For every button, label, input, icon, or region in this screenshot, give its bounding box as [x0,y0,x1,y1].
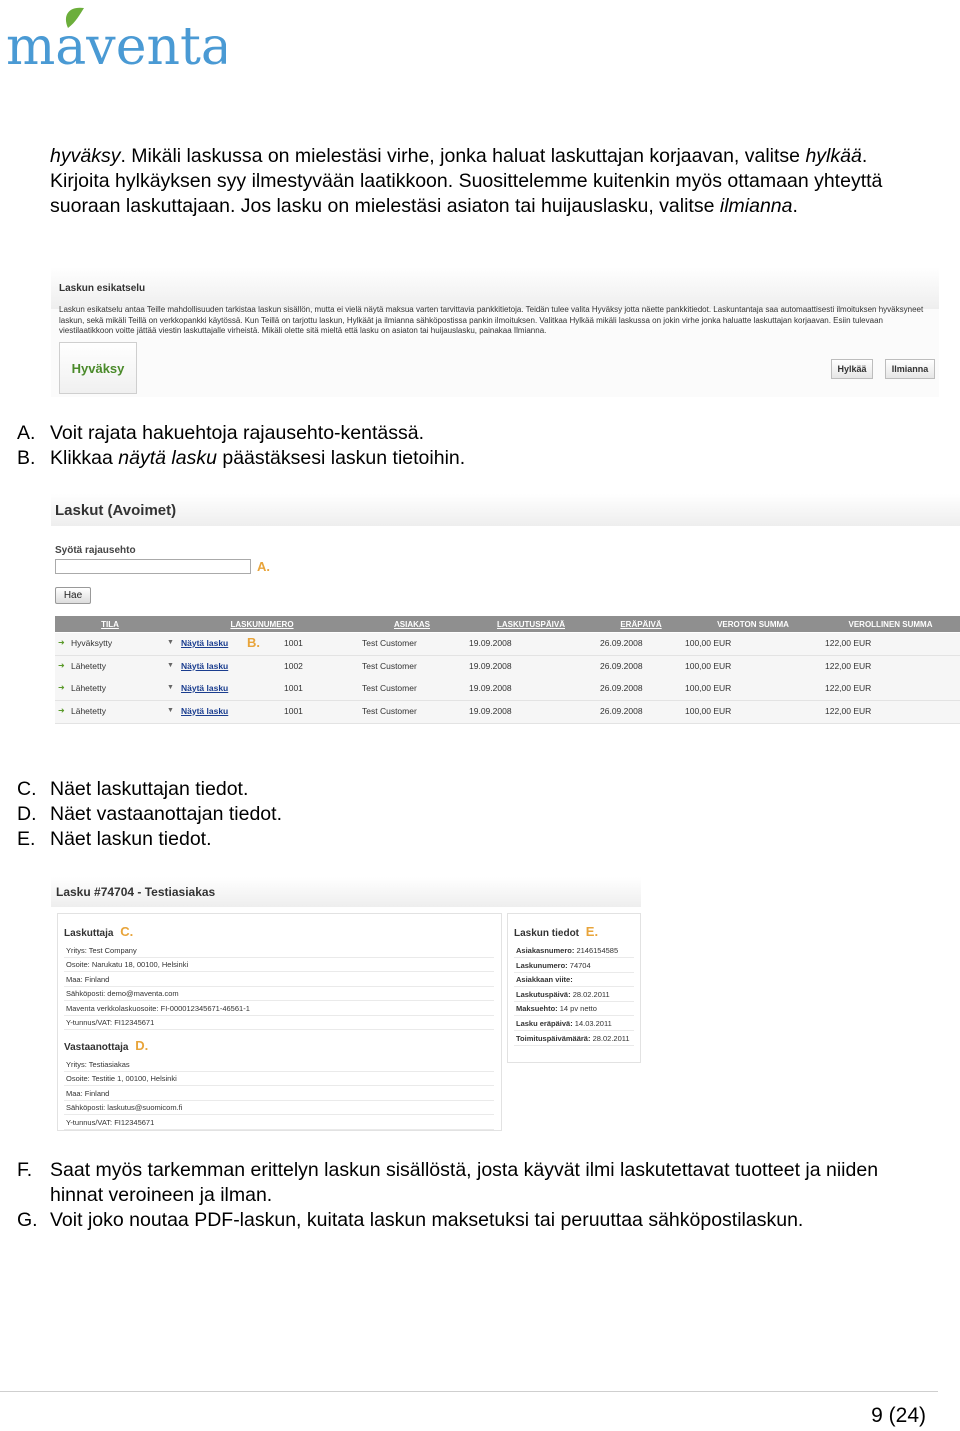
status-arrow-icon: ➜ [58,683,65,692]
detail-line: Sähköposti: demo@maventa.com [66,989,179,999]
line-divider [514,1015,634,1016]
marker-c: C. [120,924,134,939]
list-item-label: A. [17,422,36,444]
table-row [55,678,960,701]
invoice-list-title: Laskut (Avoimet) [55,502,177,519]
due-date-cell: 26.09.2008 [600,660,643,671]
paragraph-text: . [792,195,798,217]
list-item [17,421,465,446]
gross-sum-cell: 122,00 EUR [825,705,872,716]
marker-d: D. [135,1038,149,1053]
invoice-info-key: Asiakasnumero: [516,946,575,955]
list-item [17,1208,922,1233]
list-item [17,827,282,852]
line-divider [64,971,494,972]
status-cell: Lähetetty [71,683,106,693]
column-header[interactable]: TILA [101,619,119,629]
list-item-label: D. [17,803,37,825]
paragraph-text: . Kirjoita hylkäyksen syy ilmestyvään laatikkoon. Suosittelemme kuitenkin myös ottamaan yhteyttä suoraan laskuttajaan. Jos lasku on mielestäsi asiaton tai huijauslasku, valitse [50,145,883,217]
emphasized-term: hylkää [805,145,862,167]
report-button[interactable]: Ilmianna [885,359,935,379]
line-divider [514,1045,634,1046]
net-sum-cell: 100,00 EUR [685,705,732,716]
column-header[interactable]: ERÄPÄIVÄ [620,619,662,629]
line-divider [64,1114,494,1115]
list-item-label: G. [17,1209,38,1231]
line-divider [64,1015,494,1016]
line-divider [64,1000,494,1001]
status-arrow-icon: ➜ [58,638,65,647]
logo-text: maventa [6,17,226,72]
list-item-text: Saat myös tarkemman erittelyn laskun sisällöstä, josta käyvät ilmi laskutettavat tuotteet ja niiden hinnat veroineen ja ilman. [50,1159,879,1206]
customer-cell: Test Customer [362,705,417,716]
status-arrow-icon: ➜ [58,705,65,715]
net-sum-cell: 100,00 EUR [685,683,732,693]
invoice-info-value: 14.03.2011 [572,1019,612,1028]
invoice-date-cell: 19.09.2008 [469,660,512,671]
line-divider [64,1029,494,1030]
emphasized-term: ilmianna [719,195,793,217]
table-row [55,656,960,679]
line-divider [514,1030,634,1031]
line-divider [514,972,634,973]
invoice-info-line [516,946,618,955]
invoice-info-line [516,1004,597,1013]
detail-line: Yritys: Testiasiakas [66,1060,130,1069]
invoice-info-value: 28.02.2011 [590,1033,630,1043]
column-header[interactable]: LASKUTUSPÄIVÄ [496,619,565,629]
list-item-label: B. [17,447,36,469]
detail-line: Y-tunnus/VAT: FI12345671 [66,1117,155,1127]
list-item [17,446,465,471]
customer-cell: Test Customer [362,638,417,648]
list-item [17,777,282,802]
invoice-detail-title: Lasku #74704 - Testiasiakas [56,885,216,899]
invoice-number-cell: 1002 [284,660,303,671]
table-row [55,633,960,656]
instruction-list-ce [17,777,282,852]
sender-recipient-panel [57,913,502,1131]
line-divider [514,986,634,987]
invoice-number-cell: 1001 [284,638,303,648]
invoice-info-key: Asiakkaan viite: [516,975,573,985]
list-item-text: Voit joko noutaa PDF-laskun, kuitata laskun maksetuksi tai peruuttaa sähköpostilaskun. [50,1209,804,1231]
gross-sum-cell: 122,00 EUR [825,683,872,693]
list-item-text: päästäksesi laskun tietoihin. [216,447,466,469]
customer-cell: Test Customer [362,683,417,693]
line-divider [514,1001,634,1002]
emphasized-term: näytä lasku [118,447,217,469]
net-sum-cell: 100,00 EUR [685,638,732,648]
due-date-cell: 26.09.2008 [600,683,643,693]
invoice-info-key: Lasku eräpäivä: [516,1019,573,1028]
dropdown-caret-icon[interactable]: ▼ [167,639,174,646]
list-item-text: Voit rajata hakuehtoja rajausehto-kentässä. [50,422,424,444]
line-divider [64,1085,494,1086]
recipient-heading-text: Vastaanottaja [64,1042,129,1053]
invoice-info-heading-text: Laskun tiedot [514,928,580,939]
invoice-info-line [516,990,610,999]
list-item-label: F. [17,1159,33,1181]
invoice-info-key: Laskutuspäivä: [516,989,571,999]
gross-sum-cell: 122,00 EUR [825,638,872,648]
net-sum-cell: 100,00 EUR [685,660,732,671]
detail-line: Y-tunnus/VAT: FI12345671 [66,1018,155,1027]
invoice-info-key: Maksuehto: [516,1004,558,1014]
preview-title: Laskun esikatselu [59,283,146,294]
line-divider [64,1100,494,1101]
invoice-info-line [516,961,591,970]
line-divider [64,1071,494,1072]
marker-b: B. [247,635,260,650]
invoice-date-cell: 19.09.2008 [469,705,512,716]
invoice-info-value: 14 pv netto [557,1004,597,1014]
invoice-info-line [516,1034,630,1043]
dropdown-caret-icon[interactable]: ▼ [167,684,174,691]
list-item-label: C. [17,778,37,800]
list-item-text: Näet laskun tiedot. [50,828,212,850]
list-item [17,1158,922,1208]
invoice-list-header [51,494,960,526]
invoice-number-cell: 1001 [284,705,303,716]
detail-line: Maa: Finland [66,974,110,984]
preview-header [51,267,939,309]
detail-line: Maventa verkkolaskuosoite: FI-000012345671-46561-1 [66,1003,250,1013]
invoice-info-line [516,975,573,984]
line-divider [64,957,494,958]
invoice-info-key: Toimituspäivämäärä: [516,1033,591,1043]
invoice-info-value: 74704 [567,960,591,970]
view-invoice-link[interactable]: Näytä lasku [181,660,229,671]
status-cell: Lähetetty [71,660,106,671]
invoice-date-cell: 19.09.2008 [469,638,512,648]
detail-line: Yritys: Test Company [66,946,137,955]
view-invoice-link[interactable]: Näytä lasku [181,705,229,716]
paragraph-text: . Mikäli laskussa on mielestäsi virhe, jonka haluat laskuttajan korjaavan, valitse [120,145,806,167]
invoice-info-key: Laskunumero: [516,960,568,970]
detail-line: Sähköposti: laskutus@suomicom.fi [66,1103,183,1113]
invoice-info-panel [507,913,641,1063]
list-item-text: Näet laskuttajan tiedot. [50,778,249,800]
maventa-logo [6,2,226,72]
list-item-text: Näet vastaanottajan tiedot. [50,803,282,825]
footer-divider [0,1391,938,1392]
list-item-label: E. [17,828,36,850]
line-divider [64,986,494,987]
search-button[interactable]: Hae [55,587,91,604]
invoice-number-cell: 1001 [284,683,303,693]
column-header: VEROTON SUMMA [717,619,789,629]
filter-label: Syötä rajausehto [55,545,136,556]
intro-paragraph [50,144,910,219]
emphasized-term: hyväksy [50,145,121,167]
page-number: 9 (24) [871,1404,926,1427]
due-date-cell: 26.09.2008 [600,638,643,648]
accept-button[interactable]: Hyväksy [59,342,137,394]
invoice-info-heading [514,924,598,939]
invoice-detail-screenshot [51,877,641,1131]
recipient-heading [64,1038,148,1053]
status-cell: Hyväksytty [71,638,113,648]
column-header: VEROLLINEN SUMMA [848,619,933,629]
sender-heading [64,924,133,939]
sender-heading-text: Laskuttaja [64,928,114,939]
filter-input[interactable] [55,559,251,574]
list-item [17,802,282,827]
gross-sum-cell: 122,00 EUR [825,660,872,671]
dropdown-caret-icon[interactable]: ▼ [167,661,174,669]
instruction-list-fg [17,1158,922,1233]
invoice-table-header [55,616,960,632]
list-item-text: Klikkaa [50,447,119,469]
column-header[interactable]: LASKUNUMERO [230,619,294,629]
column-header[interactable]: ASIAKAS [393,619,430,629]
invoice-preview-screenshot [51,267,939,397]
table-row [55,701,960,724]
view-invoice-link[interactable]: Näytä lasku [181,683,229,693]
due-date-cell: 26.09.2008 [600,705,643,716]
status-cell: Lähetetty [71,705,106,716]
detail-line: Osoite: Narukatu 18, 00100, Helsinki [66,960,189,970]
invoice-date-cell: 19.09.2008 [469,683,512,693]
detail-line: Maa: Finland [66,1088,110,1098]
reject-button[interactable]: Hylkää [831,359,873,379]
dropdown-caret-icon[interactable]: ▼ [167,706,174,714]
customer-cell: Test Customer [362,660,417,671]
line-divider [514,957,634,958]
detail-line: Osoite: Testitie 1, 00100, Helsinki [66,1074,177,1084]
invoice-info-line [516,1019,612,1028]
invoice-info-value: 2146154585 [574,946,619,955]
marker-a: A. [257,559,270,574]
instruction-list-ab [17,421,465,471]
marker-e: E. [585,924,599,939]
line-divider [64,1129,494,1130]
invoice-list-screenshot [51,494,960,726]
preview-description: Laskun esikatselu antaa Teille mahdollisuuden tarkistaa laskun sisällön, mutta ei vielä näytä maksua varten tarvittavia pankkitietoja. Teidän tulee valita Hyväksy jotta näette pankkitiedot. Laskuntantaja saa automaattisesti ilmoituksen hyväksyneet laskun, sekä mikäli Teillä on verkkopankki käytössä. Kun Teillä on tarjottu laskun, Hylkäät ja ilmianna sähköpostissa pankin ilmoituksen. Valitkaa Hylkää mikäli laskussa on jokin virhe jonka haluatte laskuttajan korjaavan. Esiin tulevaan viestilaatikkoon voitte jättää viestin laskuttajalle virheistä. Mikäli olette sitä mieltä että lasku on asiaton tai huijauslasku, painakaa Ilmianna. [59,305,924,335]
invoice-info-value: 28.02.2011 [570,989,610,999]
view-invoice-link[interactable]: Näytä lasku [181,638,229,648]
status-arrow-icon: ➜ [58,660,65,670]
